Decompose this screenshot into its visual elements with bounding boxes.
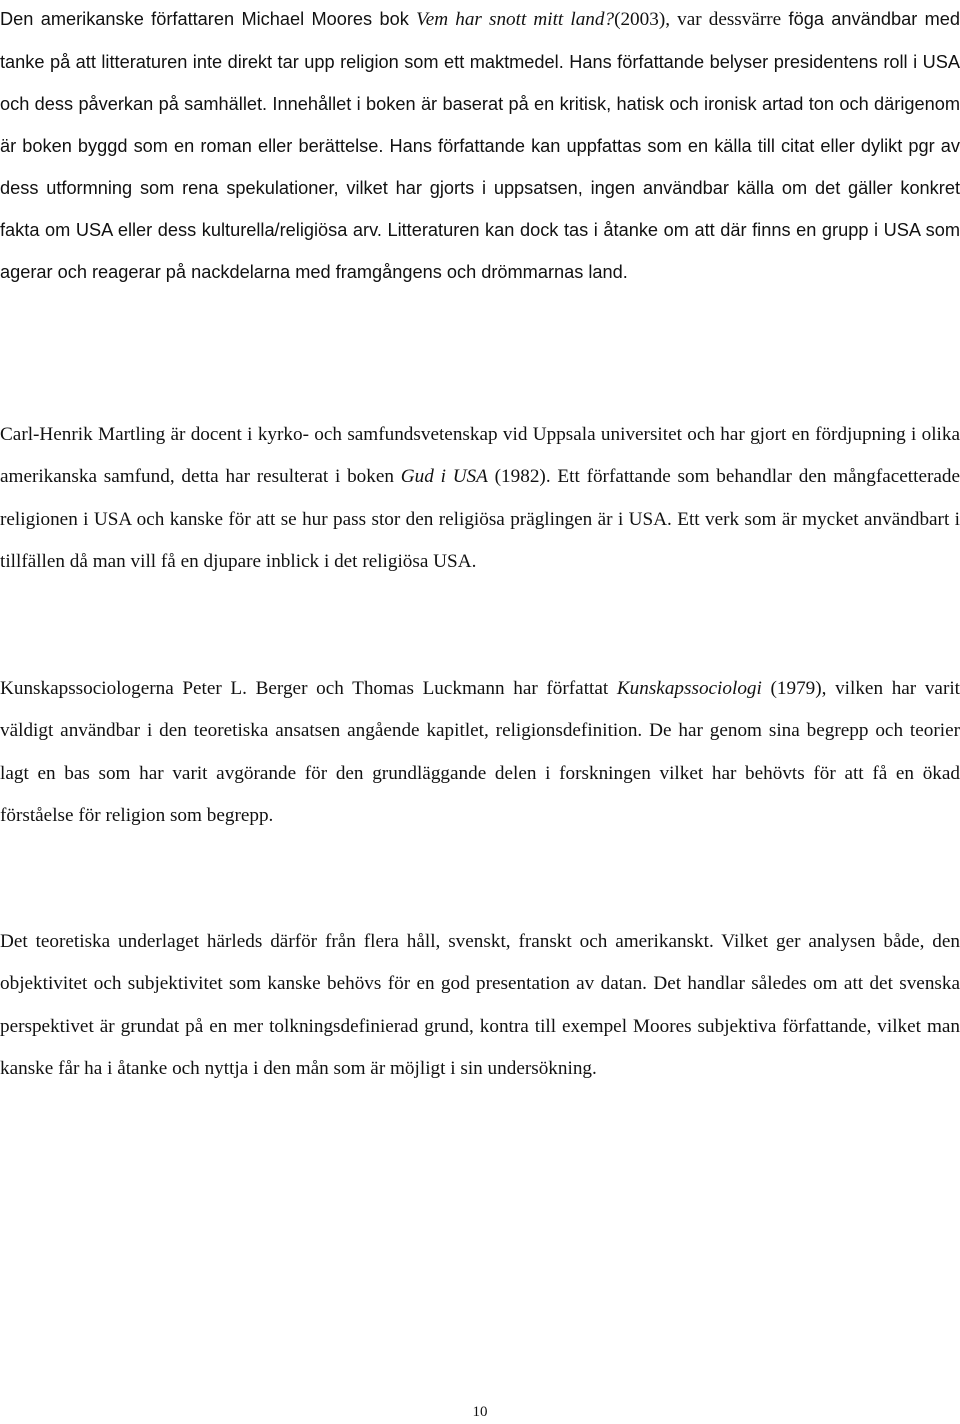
- paragraph-moore-text-b: föga användbar med tanke på att litteraturen inte direkt tar upp religion som ett maktmedel. Hans författande belyser presidentens roll i USA och dess påverkan på samhället. Innehållet i boken är baserat på en kritisk, hatisk och ironisk artad ton och därigenom är boken byggd som en roman eller berättelse. Hans författande kan uppfattas som en källa till citat eller dylikt pgr av dess utformning som rena spekulationer, vilket har gjorts i uppsatsen, ingen användbar källa om det gäller konkret fakta om USA eller dess kulturella/religiösa arv. Litteraturen kan dock tas i åtanke om att där finns en grupp i USA som agerar och reagerar på nackdelarna med framgångens och drömmarnas land.: [0, 9, 960, 282]
- paragraph-berger-luckmann-text-a: Kunskapssociologerna Peter L. Berger och Thomas Luckmann har författat: [0, 678, 617, 699]
- paragraph-moore-text-a: Den amerikanske författaren Michael Moores bok: [0, 9, 417, 29]
- book-title-vem-har-snott-mitt-land: Vem har snott mitt land?: [416, 9, 615, 30]
- paragraph-moore-year: (2003), var dessvärre: [614, 9, 782, 30]
- paragraph-martling-text-a: Carl-Henrik Martling är docent i kyrko- och samfundsvetenskap vid Uppsala universitet och har gjort en fördjupning i olika amerikanska samfund, detta har resulterat i boken: [0, 424, 960, 488]
- book-title-kunskapssociologi: Kunskapssociologi: [616, 678, 762, 699]
- paragraph-theoretical-basis-text: Det teoretiska underlaget härleds därför från flera håll, svenskt, franskt och amerikanskt. Vilket ger analysen både, den objektivitet och subjektivitet som kanske behövs för en god presentation av datan. Det handlar således om att det svenska perspektivet är grundat på en mer tolkningsdefinierad grund, kontra till exempel Moores subjektiva författande, vilket man kanske får ha i åtanke och nyttja i den mån som är möjligt i sin undersökning.: [0, 931, 960, 1079]
- paragraph-martling: [0, 414, 960, 583]
- page-number: 10: [472, 1404, 488, 1420]
- paragraph-moore: [0, 0, 960, 293]
- book-title-gud-i-usa: Gud i USA: [400, 466, 488, 488]
- paragraph-berger-luckmann-text-b: (1979), vilken har varit väldigt användbar i den teoretiska ansatsen angående kapitlet, religionsdefinition. De har genom sina begrepp och teorier lagt en bas som har varit avgörande för den grundläggande delen i forskningen vilket har behövts för att få en ökad förståelse för religion som begrepp.: [0, 678, 960, 826]
- paragraph-berger-luckmann: [0, 668, 960, 837]
- paragraph-theoretical-basis: [0, 921, 960, 1090]
- paragraph-martling-text-b: (1982). Ett författande som behandlar den mångfacetterade religionen i USA och kanske för att se hur pass stor den religiösa präglingen är i USA. Ett verk som är mycket användbart i tillfällen då man vill få en djupare inblick i det religiösa USA.: [0, 466, 960, 572]
